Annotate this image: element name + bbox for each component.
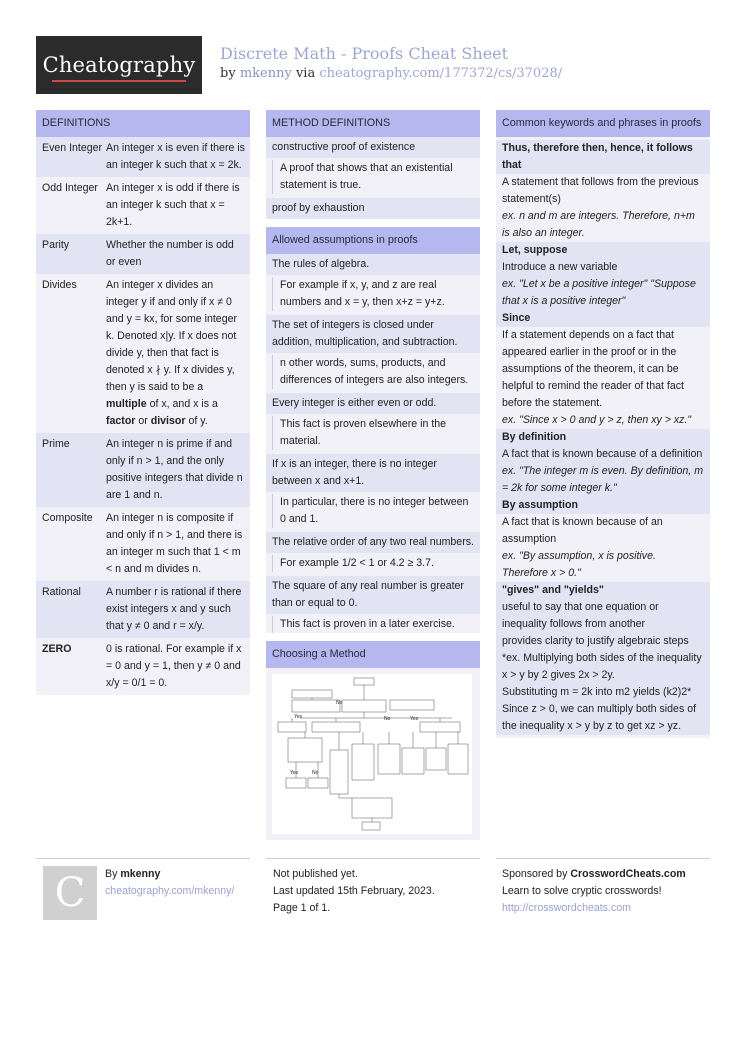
definition-desc: A number r is rational if there exist integers x and y such that y ≠ 0 and r = x/y. bbox=[106, 586, 242, 632]
definition-row bbox=[36, 234, 250, 274]
definition-term: Parity bbox=[42, 239, 70, 251]
divides-text-3: or bbox=[135, 415, 151, 427]
assumption-sub: n other words, sums, products, and differences of integers are also integers. bbox=[272, 355, 474, 389]
keyword-example: ex. "The integer m is even. By definition, m = 2k for some integer k." bbox=[496, 463, 710, 497]
keyword-text: useful to say that one equation or inequality follows from another bbox=[496, 599, 710, 633]
keyword-head: By definition bbox=[496, 429, 710, 446]
assumption-sub: For example if x, y, and z are real numbers and x = y, then x+z = y+z. bbox=[272, 277, 474, 311]
logo-underline bbox=[52, 80, 186, 82]
keyword-text: Since z > 0, we can multiply both sides of the inequality x > y by z to get xz > yz. bbox=[496, 701, 710, 735]
sponsor-name[interactable]: CrosswordCheats.com bbox=[570, 868, 686, 880]
assumption-item: The relative order of any two real numbers. bbox=[266, 532, 480, 553]
method-flowchart-image bbox=[272, 674, 472, 834]
keywords-section bbox=[496, 110, 710, 738]
definition-row bbox=[36, 137, 250, 177]
keyword-text: A fact that is known because of an assumption bbox=[502, 516, 663, 545]
keyword-example: ex. "Let x be a positive integer" "Suppose that x is a positive integer" bbox=[496, 276, 710, 310]
definition-desc: 0 is rational. For example if x = 0 and y = 1, then y ≠ 0 and x/y = 0/1 = 0. bbox=[106, 643, 242, 689]
assumption-sub: For example 1/2 < 1 or 4.2 ≥ 3.7. bbox=[272, 555, 474, 572]
sponsor-prefix: Sponsored by bbox=[502, 868, 568, 880]
assumption-sub: This fact is proven elsewhere in the material. bbox=[272, 416, 474, 450]
definitions-heading: DEFINITIONS bbox=[36, 110, 250, 137]
definition-row bbox=[36, 638, 250, 695]
definition-row bbox=[36, 581, 250, 638]
assumption-item: Every integer is either even or odd. bbox=[266, 393, 480, 414]
footer-author bbox=[105, 866, 234, 900]
keyword-text: *ex. Multiplying both sides of the inequality x > y by 2 gives 2x > 2y. bbox=[496, 650, 710, 684]
method-column bbox=[266, 110, 480, 840]
sheet-url-link[interactable]: cheatography.com/177372/cs/37028/ bbox=[319, 66, 563, 81]
byline bbox=[220, 66, 562, 81]
definition-desc bbox=[104, 277, 250, 430]
author-avatar[interactable] bbox=[43, 866, 97, 920]
keyword-text: A statement that follows from the previous statement(s) bbox=[502, 176, 699, 205]
footer-publish-info bbox=[273, 866, 435, 917]
method-definitions-box bbox=[266, 137, 480, 219]
method-definitions-heading: METHOD DEFINITIONS bbox=[266, 110, 480, 137]
divides-text-1: An integer x divides an integer y if and only if x ≠ 0 and y = kx, for some integer k. Denoted x|y. If x does not divide y, then that fact is denoted x ∤ y. If x divides y, then y is said to be a bbox=[106, 279, 238, 393]
keyword-example: ex. "By assumption, x is positive. Therefore x > 0." bbox=[502, 550, 656, 579]
byline-via: via bbox=[295, 66, 316, 81]
footer-divider bbox=[36, 858, 250, 859]
published-status: Not published yet. bbox=[273, 868, 358, 880]
author-link[interactable]: mkenny bbox=[239, 66, 292, 81]
flowchart-container bbox=[266, 668, 480, 840]
definition-desc: An integer x is odd if there is an integer k such that x = 2k+1. bbox=[106, 182, 240, 228]
definition-term: ZERO bbox=[42, 643, 72, 655]
choosing-method-heading: Choosing a Method bbox=[266, 641, 480, 668]
keyword-text: Substituting m = 2k into m2 yields (k2)2* bbox=[496, 684, 710, 701]
page-number: Page 1 of 1. bbox=[273, 902, 331, 914]
logo-text: Cheatography bbox=[42, 53, 196, 77]
assumption-sub: In particular, there is no integer between 0 and 1. bbox=[272, 494, 474, 528]
assumption-sub: This fact is proven in a later exercise. bbox=[272, 616, 474, 633]
flow-yes-1: Yes bbox=[294, 714, 303, 720]
method-item: constructive proof of existence bbox=[266, 137, 480, 158]
definition-desc: An integer n is prime if and only if n > 1, and the only positive integers that divide n are 1 and n. bbox=[106, 438, 243, 501]
avatar-letter: C bbox=[54, 870, 86, 916]
footer-sponsor bbox=[502, 866, 686, 917]
divides-bold-multiple: multiple bbox=[106, 398, 147, 410]
keyword-example: ex. n and m are integers. Therefore, n+m is also an integer. bbox=[502, 210, 695, 239]
definition-row bbox=[36, 507, 250, 581]
footer-divider bbox=[496, 858, 710, 859]
divides-bold-factor: factor bbox=[106, 415, 136, 427]
keywords-heading: Common keywords and phrases in proofs bbox=[496, 110, 710, 137]
byline-by: by bbox=[220, 66, 236, 81]
divides-text-2: of x, and x is a bbox=[146, 398, 218, 410]
keyword-text: If a statement depends on a fact that appeared earlier in the proof or in the assumptions of the theorem, it can be helpful to remind the reader of that fact before the statement. bbox=[502, 329, 684, 409]
assumption-item: The set of integers is closed under addition, multiplication, and subtraction. bbox=[266, 315, 480, 353]
definition-term: Divides bbox=[42, 279, 77, 291]
footer-divider bbox=[266, 858, 480, 859]
flow-no-3: No bbox=[312, 770, 319, 776]
keyword-head: By assumption bbox=[496, 497, 710, 514]
method-item: proof by exhaustion bbox=[266, 198, 480, 219]
flow-yes-3: Yes bbox=[290, 770, 299, 776]
definition-desc: An integer x is even if there is an integer k such that x = 2k. bbox=[106, 142, 245, 171]
flow-no-1: No bbox=[336, 700, 343, 706]
keyword-head: "gives" and "yields" bbox=[496, 582, 710, 599]
keyword-text: Introduce a new variable bbox=[496, 259, 710, 276]
assumptions-box bbox=[266, 254, 480, 633]
definition-term: Even Integer bbox=[42, 142, 103, 154]
assumption-item: The square of any real number is greater than or equal to 0. bbox=[266, 576, 480, 614]
site-logo[interactable] bbox=[36, 36, 202, 94]
assumptions-heading: Allowed assumptions in proofs bbox=[266, 227, 480, 254]
sponsor-text: Learn to solve cryptic crosswords! bbox=[502, 885, 662, 897]
keywords-box bbox=[496, 137, 710, 738]
assumption-item: If x is an integer, there is no integer between x and x+1. bbox=[266, 454, 480, 492]
definitions-section bbox=[36, 110, 250, 695]
definition-desc: An integer n is composite if and only if n > 1, and there is an integer m such that 1 < m < n and m divides n. bbox=[106, 512, 243, 575]
keyword-text: A fact that is known because of a definition bbox=[496, 446, 710, 463]
keyword-head: Since bbox=[496, 310, 710, 327]
assumption-item: The rules of algebra. bbox=[266, 254, 480, 275]
last-updated: Last updated 15th February, 2023. bbox=[273, 885, 435, 897]
definition-row bbox=[36, 274, 250, 433]
keyword-head: Let, suppose bbox=[496, 242, 710, 259]
footer-by: By bbox=[105, 868, 118, 880]
divides-text-4: of y. bbox=[185, 415, 208, 427]
definition-term: Composite bbox=[42, 512, 93, 524]
method-item-sub: A proof that shows that an existential statement is true. bbox=[272, 160, 474, 194]
footer-author-name[interactable]: mkenny bbox=[120, 868, 161, 880]
keyword-head: Thus, therefore then, hence, it follows that bbox=[496, 140, 710, 174]
keyword-example: ex. "Since x > 0 and y > z, then xy > xz." bbox=[502, 414, 692, 426]
definition-desc: Whether the number is odd or even bbox=[106, 239, 234, 268]
flow-yes-2: Yes bbox=[410, 716, 419, 722]
definition-row bbox=[36, 177, 250, 234]
keyword-text: provides clarity to justify algebraic steps bbox=[496, 633, 710, 650]
definition-term: Odd Integer bbox=[42, 182, 98, 194]
definitions-table bbox=[36, 137, 250, 695]
sponsor-url[interactable]: http://crosswordcheats.com bbox=[502, 902, 631, 914]
definition-term: Prime bbox=[42, 438, 70, 450]
definition-row bbox=[36, 433, 250, 507]
definition-term: Rational bbox=[42, 586, 81, 598]
page-title: Discrete Math - Proofs Cheat Sheet bbox=[220, 44, 509, 63]
flow-no-2: No bbox=[384, 716, 391, 722]
divides-bold-divisor: divisor bbox=[150, 415, 186, 427]
footer-author-url[interactable]: cheatography.com/mkenny/ bbox=[105, 885, 235, 897]
